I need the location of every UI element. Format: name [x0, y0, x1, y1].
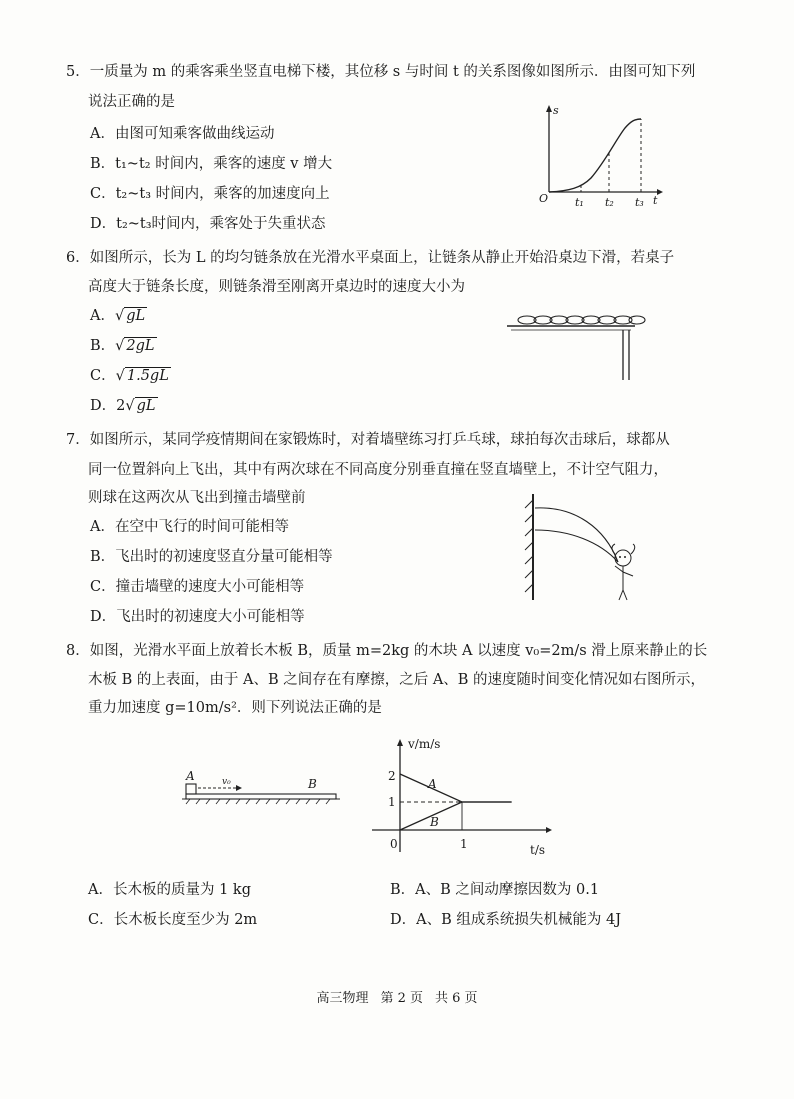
q5-origin: O: [539, 192, 549, 205]
q5-option-b: B．t₁~t₂ 时间内，乘客的速度 v 增大: [90, 156, 333, 172]
q5-label-t3: t₃: [635, 196, 644, 209]
q8-label-a: A: [186, 769, 195, 783]
vt-tick-y1: 1: [388, 795, 396, 809]
q5-label-t1: t₁: [575, 196, 584, 209]
q8-board-b: [186, 794, 336, 799]
q8-stem-line1: 8．如图，光滑水平面上放着长木板 B，质量 m=2kg 的木块 A 以速度 v₀=2m/s 滑上原来静止的长: [66, 643, 708, 659]
q5-displacement-time-graph: [535, 102, 665, 212]
footer-subject: 高三物理: [316, 991, 369, 1006]
q5-stem-line2: 说法正确的是: [88, 94, 175, 110]
footer-total: 共 6 页: [435, 991, 478, 1006]
q6-stem-line1: 6．如图所示，长为 L 的均匀链条放在光滑水平桌面上，让链条从静止开始沿桌边下滑，若桌子: [66, 250, 675, 266]
vt-label-b: B: [430, 815, 439, 829]
vt-xlabel: t/s: [530, 843, 546, 857]
vt-series-line-a: [400, 774, 512, 802]
q7-stem-line3: 则球在这两次从飞出到撞击墙壁前: [88, 490, 306, 506]
q7-option-a: A．在空中飞行的时间可能相等: [90, 519, 289, 535]
q5-label-t2: t₂: [605, 196, 614, 209]
vt-tick-x1: 1: [460, 837, 468, 851]
footer-page: 第 2 页: [380, 991, 423, 1006]
q6-option-d: D．2√ gL: [90, 398, 156, 414]
vt-ylabel: v/m/s: [408, 737, 441, 751]
vt-tick-y2: 2: [388, 769, 396, 783]
q8-label-b: B: [308, 777, 317, 791]
q8-stem-line2: 木板 B 的上表面，由于 A、B 之间存在有摩擦，之后 A、B 的速度随时间变化情况如右图所示，: [88, 672, 706, 688]
q6-option-b: B．√ 2gL: [90, 338, 155, 354]
q5-stem-line1: 5．一质量为 m 的乘客乘坐竖直电梯下楼，其位移 s 与时间 t 的关系图像如图所示．由图可知下列: [66, 64, 696, 80]
q8-block-a: [186, 784, 196, 794]
q7-option-c: C．撞击墙壁的速度大小可能相等: [90, 579, 305, 595]
page-footer: [0, 987, 794, 1006]
q7-stem-line1: 7．如图所示，某同学疫情期间在家锻炼时，对着墙壁练习打乒乓球，球拍每次击球后，球都从: [66, 432, 670, 448]
q8-option-b: B．A、B 之间动摩擦因数为 0.1: [390, 882, 600, 898]
q8-label-v0: v₀: [222, 777, 231, 787]
vt-series-line-b: [400, 802, 512, 830]
q7-option-d: D．飞出时的初速度大小可能相等: [90, 609, 305, 625]
vt-label-a: A: [428, 777, 437, 791]
vt-origin: 0: [390, 837, 398, 851]
q5-option-d: D．t₂~t₃时间内，乘客处于失重状态: [90, 216, 326, 232]
q5-axis-s: s: [553, 104, 559, 117]
q7-option-b: B．飞出时的初速度竖直分量可能相等: [90, 549, 333, 565]
q5-axis-t: t: [653, 194, 658, 207]
q7-wall-pingpong-figure: [515, 490, 655, 605]
q6-option-a: A．√ gL: [90, 308, 146, 324]
q8-block-on-board-figure: [180, 768, 345, 813]
q6-option-c: C．√ 1.5gL: [90, 368, 169, 384]
q6-stem-line2: 高度大于链条长度，则链条滑至刚离开桌边时的速度大小为: [88, 279, 465, 295]
q6-chain-on-table-figure: [505, 308, 655, 383]
q5-option-a: A．由图可知乘客做曲线运动: [90, 126, 275, 142]
q8-velocity-time-chart: [366, 734, 562, 858]
q8-option-d: D．A、B 组成系统损失机械能为 4J: [390, 912, 622, 928]
q7-stem-line2: 同一位置斜向上飞出，其中有两次球在不同高度分别垂直撞在竖直墙壁上，不计空气阻力，: [88, 462, 668, 478]
q5-option-c: C．t₂~t₃ 时间内，乘客的加速度向上: [90, 186, 330, 202]
q8-option-c: C．长木板长度至少为 2m: [88, 912, 258, 928]
q8-stem-line3: 重力加速度 g=10m/s²．则下列说法正确的是: [88, 700, 382, 716]
q8-option-a: A．长木板的质量为 1 kg: [88, 882, 251, 898]
